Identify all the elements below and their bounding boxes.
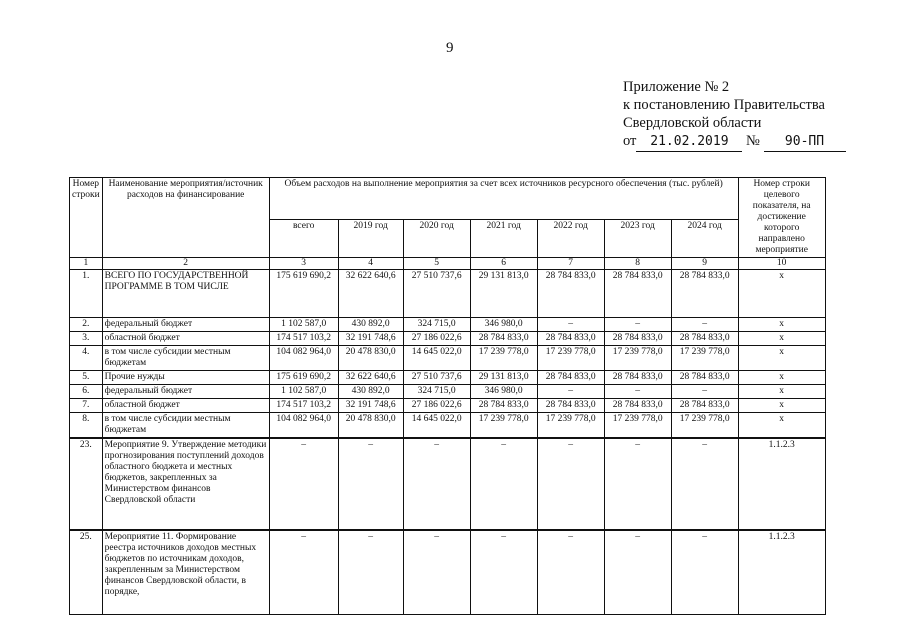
table-row xyxy=(70,318,826,332)
row-indicator: x xyxy=(738,399,825,413)
row-value: 1 102 587,0 xyxy=(269,385,338,399)
row-number: 2. xyxy=(70,318,103,332)
header-indicator: Номер строки целевого показателя, на достижение которого направлено мероприятие xyxy=(738,178,825,258)
row-value: 17 239 778,0 xyxy=(470,346,537,371)
row-value: 1 102 587,0 xyxy=(269,318,338,332)
row-value: – xyxy=(671,385,738,399)
row-name: в том числе субсидии местным бюджетам xyxy=(102,346,269,371)
row-value: 32 191 748,6 xyxy=(338,399,403,413)
row-value: 32 191 748,6 xyxy=(338,332,403,346)
row-value: 28 784 833,0 xyxy=(470,332,537,346)
header-row-number: Номер строки xyxy=(70,178,103,258)
row-value: 27 510 737,6 xyxy=(403,371,470,385)
row-value: 29 131 813,0 xyxy=(470,270,537,318)
row-value: 20 478 830,0 xyxy=(338,413,403,439)
table-header xyxy=(70,178,826,270)
header-year: 2019 год xyxy=(338,220,403,258)
row-indicator: 1.1.2.3 xyxy=(738,530,825,614)
row-name: федеральный бюджет xyxy=(102,318,269,332)
row-value: 324 715,0 xyxy=(403,318,470,332)
row-value: 28 784 833,0 xyxy=(537,399,604,413)
header-volume: Объем расходов на выполнение мероприятия за счет всех источников ресурсного обеспечения (тыс. рублей) xyxy=(269,178,738,220)
row-indicator: x xyxy=(738,318,825,332)
header-year: 2022 год xyxy=(537,220,604,258)
header-year: 2021 год xyxy=(470,220,537,258)
column-index: 5 xyxy=(403,258,470,270)
row-value: 174 517 103,2 xyxy=(269,399,338,413)
row-value: 324 715,0 xyxy=(403,385,470,399)
row-value: 17 239 778,0 xyxy=(671,346,738,371)
row-indicator: x xyxy=(738,371,825,385)
row-indicator: x xyxy=(738,385,825,399)
row-name: ВСЕГО ПО ГОСУДАРСТВЕННОЙ ПРОГРАММЕ В ТОМ ЧИСЛЕ xyxy=(102,270,269,318)
row-value: 28 784 833,0 xyxy=(604,399,671,413)
row-value: 175 619 690,2 xyxy=(269,270,338,318)
row-name: Мероприятие 11. Формирование реестра источников доходов местных бюджетов по источникам доходов, закрепленным за Министерством финансов Свердловской области, в порядке, xyxy=(102,530,269,614)
row-value: – xyxy=(269,438,338,530)
row-value: 14 645 022,0 xyxy=(403,346,470,371)
row-value: 27 186 022,6 xyxy=(403,332,470,346)
row-value: 28 784 833,0 xyxy=(470,399,537,413)
row-value: 17 239 778,0 xyxy=(671,413,738,439)
row-number: 8. xyxy=(70,413,103,439)
header-total: всего xyxy=(269,220,338,258)
column-index-row xyxy=(70,258,826,270)
row-value: 346 980,0 xyxy=(470,318,537,332)
row-value: 17 239 778,0 xyxy=(537,413,604,439)
row-value: 14 645 022,0 xyxy=(403,413,470,439)
date-prefix: от xyxy=(623,133,637,149)
row-value: 104 082 964,0 xyxy=(269,346,338,371)
row-value: – xyxy=(537,438,604,530)
table-row xyxy=(70,413,826,439)
table-row xyxy=(70,270,826,318)
row-name: Прочие нужды xyxy=(102,371,269,385)
table-body xyxy=(70,270,826,615)
row-indicator: x xyxy=(738,270,825,318)
row-number: 7. xyxy=(70,399,103,413)
row-value: 28 784 833,0 xyxy=(604,332,671,346)
row-value: – xyxy=(604,385,671,399)
appendix-date-line xyxy=(623,132,846,152)
row-value: 28 784 833,0 xyxy=(671,371,738,385)
row-value: 17 239 778,0 xyxy=(604,346,671,371)
row-value: 32 622 640,6 xyxy=(338,371,403,385)
row-number: 1. xyxy=(70,270,103,318)
column-index: 3 xyxy=(269,258,338,270)
table-row xyxy=(70,530,826,614)
row-number: 25. xyxy=(70,530,103,614)
row-value: 28 784 833,0 xyxy=(604,270,671,318)
row-value: 430 892,0 xyxy=(338,318,403,332)
row-value: 29 131 813,0 xyxy=(470,371,537,385)
decree-date: 21.02.2019 xyxy=(636,133,742,152)
row-value: 175 619 690,2 xyxy=(269,371,338,385)
row-value: – xyxy=(269,530,338,614)
row-value: 28 784 833,0 xyxy=(537,371,604,385)
column-index: 10 xyxy=(738,258,825,270)
column-index: 1 xyxy=(70,258,103,270)
row-value: 104 082 964,0 xyxy=(269,413,338,439)
row-value: – xyxy=(671,530,738,614)
row-value: 346 980,0 xyxy=(470,385,537,399)
row-number: 3. xyxy=(70,332,103,346)
row-value: – xyxy=(338,530,403,614)
header-year: 2020 год xyxy=(403,220,470,258)
row-indicator: x xyxy=(738,346,825,371)
number-prefix: № xyxy=(746,133,760,149)
row-value: 17 239 778,0 xyxy=(604,413,671,439)
row-name: федеральный бюджет xyxy=(102,385,269,399)
row-value: 27 510 737,6 xyxy=(403,270,470,318)
row-number: 5. xyxy=(70,371,103,385)
appendix-header xyxy=(623,78,846,152)
row-value: – xyxy=(671,438,738,530)
header-year: 2023 год xyxy=(604,220,671,258)
table-row xyxy=(70,332,826,346)
column-index: 7 xyxy=(537,258,604,270)
row-value: 28 784 833,0 xyxy=(671,270,738,318)
header-name: Наименование мероприятия/источник расходов на финансирование xyxy=(102,178,269,258)
column-index: 9 xyxy=(671,258,738,270)
row-value: – xyxy=(403,438,470,530)
row-number: 4. xyxy=(70,346,103,371)
row-name: Мероприятие 9. Утверждение методики прогнозирования поступлений доходов областного бюджета и местных бюджетов, закрепленных за Министерством финансов Свердловской области xyxy=(102,438,269,530)
row-value: 28 784 833,0 xyxy=(671,332,738,346)
row-number: 23. xyxy=(70,438,103,530)
row-value: 28 784 833,0 xyxy=(537,270,604,318)
row-value: – xyxy=(671,318,738,332)
row-value: 28 784 833,0 xyxy=(671,399,738,413)
column-index: 2 xyxy=(102,258,269,270)
row-value: – xyxy=(537,318,604,332)
table-row xyxy=(70,399,826,413)
row-name: областной бюджет xyxy=(102,399,269,413)
row-name: в том числе субсидии местным бюджетам xyxy=(102,413,269,439)
table-row xyxy=(70,385,826,399)
table-row xyxy=(70,371,826,385)
table-row xyxy=(70,438,826,530)
appendix-title: Приложение № 2 xyxy=(623,79,730,95)
decree-number: 90-ПП xyxy=(764,133,846,152)
row-name: областной бюджет xyxy=(102,332,269,346)
row-value: – xyxy=(537,385,604,399)
row-value: – xyxy=(470,438,537,530)
row-value: 174 517 103,2 xyxy=(269,332,338,346)
row-value: – xyxy=(338,438,403,530)
row-value: 32 622 640,6 xyxy=(338,270,403,318)
header-year: 2024 год xyxy=(671,220,738,258)
appendix-region: Свердловской области xyxy=(623,115,762,131)
row-value: 430 892,0 xyxy=(338,385,403,399)
column-index: 6 xyxy=(470,258,537,270)
row-value: – xyxy=(604,318,671,332)
row-value: 28 784 833,0 xyxy=(537,332,604,346)
row-indicator: 1.1.2.3 xyxy=(738,438,825,530)
row-indicator: x xyxy=(738,332,825,346)
appendix-decree-ref: к постановлению Правительства xyxy=(623,97,825,113)
row-value: – xyxy=(604,530,671,614)
row-number: 6. xyxy=(70,385,103,399)
column-index: 4 xyxy=(338,258,403,270)
row-value: – xyxy=(537,530,604,614)
table-row xyxy=(70,346,826,371)
page-number: 9 xyxy=(446,40,454,56)
row-value: 20 478 830,0 xyxy=(338,346,403,371)
row-value: 17 239 778,0 xyxy=(470,413,537,439)
row-value: – xyxy=(403,530,470,614)
row-indicator: x xyxy=(738,413,825,439)
row-value: 28 784 833,0 xyxy=(604,371,671,385)
row-value: 27 186 022,6 xyxy=(403,399,470,413)
row-value: 17 239 778,0 xyxy=(537,346,604,371)
column-index: 8 xyxy=(604,258,671,270)
row-value: – xyxy=(604,438,671,530)
row-value: – xyxy=(470,530,537,614)
expenditure-table xyxy=(69,177,826,615)
